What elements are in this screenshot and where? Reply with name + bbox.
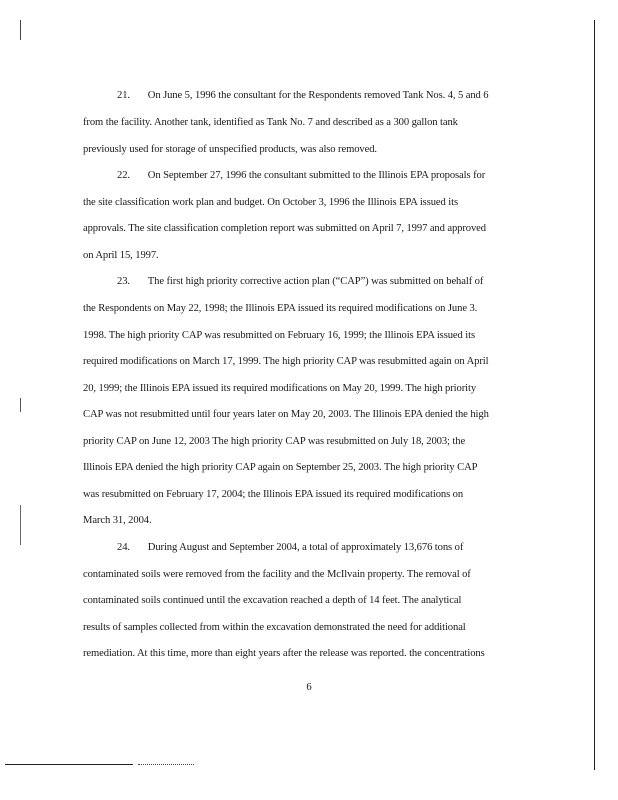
paragraph-23-line-1: 23. The first high priority corrective action plan (“CAP”) was submitted on behalf of: [117, 276, 484, 287]
scan-bottom-rule: [5, 764, 133, 765]
paragraph-23-line-3: 1998. The high priority CAP was resubmitted on February 16, 1999; the Illinois EPA issued its: [83, 330, 475, 341]
scan-edge-mark: [20, 505, 21, 545]
paragraph-23-line-6: CAP was not resubmitted until four years later on May 20, 2003. The Illinois EPA denied the high: [83, 409, 489, 420]
paragraph-23-line-2: the Respondents on May 22, 1998; the Illinois EPA issued its required modifications on June 3.: [83, 303, 478, 314]
scan-edge-mark: [20, 20, 21, 40]
paragraph-23-line-8: Illinois EPA denied the high priority CAP again on September 25, 2003. The high priority CAP: [83, 462, 478, 473]
paragraph-21-line-1: 21. On June 5, 1996 the consultant for the Respondents removed Tank Nos. 4, 5 and 6: [117, 90, 489, 101]
paragraph-22-line-3: approvals. The site classification completion report was submitted on April 7, 1997 and approved: [83, 223, 486, 234]
paragraph-24-line-2: contaminated soils were removed from the facility and the McIlvain property. The removal of: [83, 569, 471, 580]
paragraph-21-line-2: from the facility. Another tank, identified as Tank No. 7 and described as a 300 gallon tank: [83, 117, 458, 128]
paragraph-24-line-3: contaminated soils continued until the excavation reached a depth of 14 feet. The analytical: [83, 595, 462, 606]
scan-bottom-rule-dotted: [138, 764, 194, 766]
paragraph-22-line-2: the site classification work plan and budget. On October 3, 1996 the Illinois EPA issued its: [83, 197, 458, 208]
paragraph-23-line-4: required modifications on March 17, 1999. The high priority CAP was resubmitted again on April: [83, 356, 489, 367]
paragraph-23-line-9: was resubmitted on February 17, 2004; the Illinois EPA issued its required modifications on: [83, 489, 464, 500]
paragraph-23-line-5: 20, 1999; the Illinois EPA issued its required modifications on May 20, 1999. The high priority: [83, 383, 477, 394]
paragraph-24-line-1: 24. During August and September 2004, a total of approximately 13,676 tons of: [117, 542, 464, 553]
scan-edge-mark: [20, 398, 21, 412]
paragraph-23-line-10: March 31, 2004.: [83, 515, 152, 526]
paragraph-23-line-7: priority CAP on June 12, 2003 The high priority CAP was resubmitted on July 18, 2003; the: [83, 436, 466, 447]
scan-edge-right: [594, 20, 595, 770]
paragraph-22-line-4: on April 15, 1997.: [83, 250, 159, 261]
paragraph-24-line-5: remediation. At this time, more than eight years after the release was reported. the concentrations: [83, 648, 485, 659]
paragraph-22-line-1: 22. On September 27, 1996 the consultant submitted to the Illinois EPA proposals for: [117, 170, 486, 181]
page-number: 6: [306, 682, 312, 693]
paragraph-24-line-4: results of samples collected from within the excavation demonstrated the need for additional: [83, 622, 466, 633]
paragraph-21-line-3: previously used for storage of unspecified products, was also removed.: [83, 144, 377, 155]
